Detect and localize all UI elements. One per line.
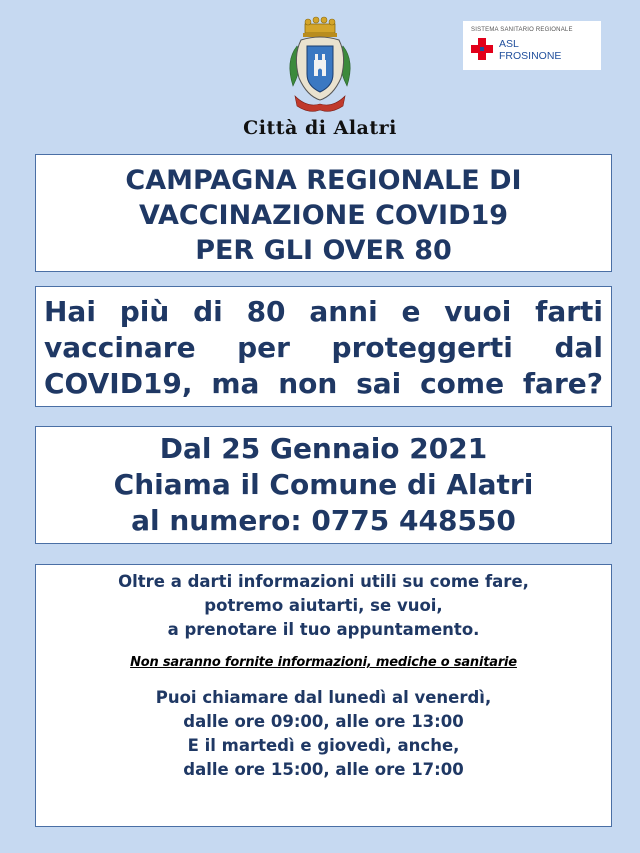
title-line: CAMPAGNA REGIONALE DI xyxy=(125,165,522,196)
contact-box xyxy=(35,426,612,544)
info-line: potremo aiutarti, se vuoi, xyxy=(204,596,443,615)
question-line: Hai più di 80 anni e vuoi farti xyxy=(44,295,603,328)
asl-name xyxy=(499,38,561,62)
medical-cross-icon xyxy=(471,38,493,60)
hours-line: dalle ore 15:00, alle ore 17:00 xyxy=(183,760,464,779)
info-box xyxy=(35,564,612,827)
question-line: COVID19, ma non sai come fare? xyxy=(44,367,603,400)
campaign-title-box xyxy=(35,154,612,272)
disclaimer-note: Non saranno fornite informazioni, mediche o sanitarie xyxy=(130,655,517,670)
title-line: VACCINAZIONE COVID19 xyxy=(138,200,509,231)
info-line: a prenotare il tuo appuntamento. xyxy=(167,620,480,639)
hours-line: Puoi chiamare dal lunedì al venerdì, xyxy=(155,688,492,707)
asl-system-label: SISTEMA SANITARIO REGIONALE xyxy=(471,27,573,33)
asl-frosinone-logo xyxy=(463,21,601,70)
city-name: Città di Alatri xyxy=(243,117,397,139)
question-line: vaccinare per proteggerti dal xyxy=(44,331,603,364)
hours-line: E il martedì e giovedì, anche, xyxy=(187,736,460,755)
title-line: PER GLI OVER 80 xyxy=(195,235,452,266)
question-box xyxy=(35,286,612,407)
asl-name-line1: ASL xyxy=(499,38,519,50)
coat-of-arms-icon xyxy=(281,16,359,116)
phone-number-line: al numero: 0775 448550 xyxy=(131,504,516,537)
asl-name-line2: FROSINONE xyxy=(499,50,562,62)
info-line: Oltre a darti informazioni utili su come fare, xyxy=(118,572,529,591)
contact-call-line: Chiama il Comune di Alatri xyxy=(113,468,534,501)
hours-line: dalle ore 09:00, alle ore 13:00 xyxy=(183,712,464,731)
contact-date-line: Dal 25 Gennaio 2021 xyxy=(159,432,488,465)
